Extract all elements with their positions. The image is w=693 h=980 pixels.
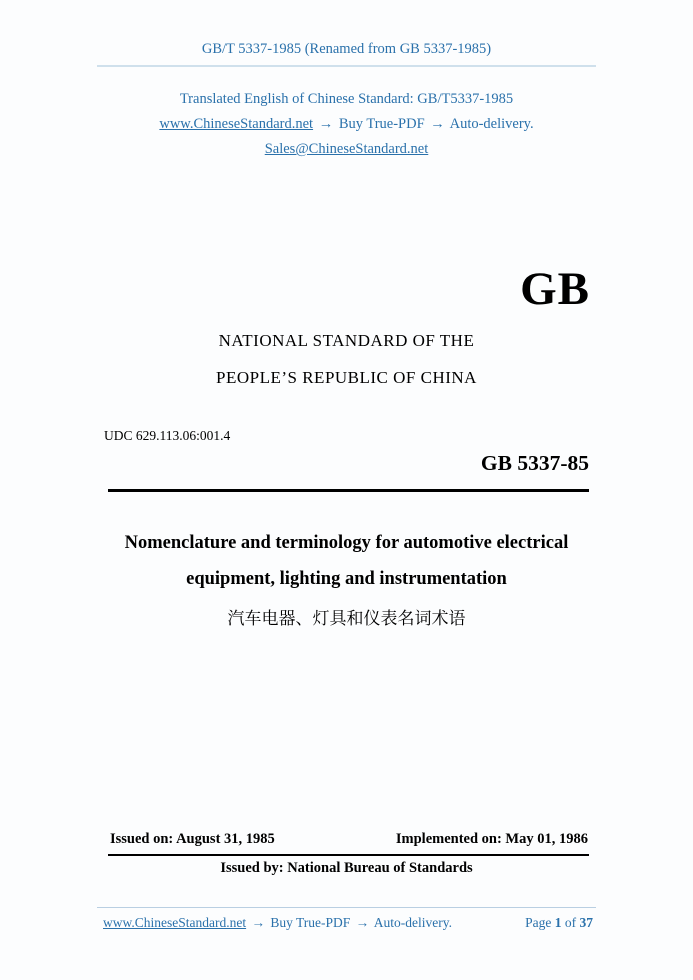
national-standard-line2: PEOPLE’S REPUBLIC OF CHINA [216,368,477,387]
standard-title-chinese: 汽车电器、灯具和仪表名词术语 [227,609,466,628]
website-link[interactable]: www.ChineseStandard.net [159,116,314,132]
page-indicator [525,915,593,931]
translated-standard-line: Translated English of Chinese Standard: GB/T5337-1985 [179,91,514,107]
total-pages: 37 [579,915,593,930]
standard-code: GB 5337-85 [480,451,589,475]
standard-title-line2: equipment, lighting and instrumentation [186,569,507,589]
auto-delivery-label: Auto-delivery. [449,116,534,132]
right-arrow-icon: → [430,116,445,132]
header-divider [97,65,596,67]
page-label: Page [525,915,552,930]
footer-divider [97,907,596,908]
footer-auto-delivery-label: Auto-delivery. [373,915,453,930]
email-line [0,141,693,158]
buy-info-line [0,116,693,133]
right-arrow-icon: → [355,915,370,930]
implemented-on-date: Implemented on: May 01, 1986 [395,831,588,847]
gb-logo: GB [520,263,590,315]
standard-title-line1: Nomenclature and terminology for automotive electrical [124,533,569,553]
footer-row [103,915,593,931]
issued-by-line: Issued by: National Bureau of Standards [220,860,473,876]
right-arrow-icon: → [251,915,265,930]
national-standard-line1: NATIONAL STANDARD OF THE [218,331,475,350]
issue-dates-row [110,831,588,848]
footer-website-link[interactable]: www.ChineseStandard.net [103,915,247,930]
sales-email-link[interactable]: Sales@ChineseStandard.net [264,141,429,157]
issued-on-date: Issued on: August 31, 1985 [110,831,275,847]
of-label: of [564,915,577,930]
footer-buy-info [103,915,452,931]
udc-classification: UDC 629.113.06:001.4 [104,428,231,443]
document-reference-header: GB/T 5337-1985 (Renamed from GB 5337-1985) [201,41,492,57]
footer-buy-true-pdf-label: Buy True-PDF [270,915,351,930]
page-number: 1 [554,915,562,930]
buy-true-pdf-label: Buy True-PDF [338,116,425,132]
right-arrow-icon: → [318,116,334,132]
issue-divider [108,854,589,856]
main-divider [108,489,589,492]
